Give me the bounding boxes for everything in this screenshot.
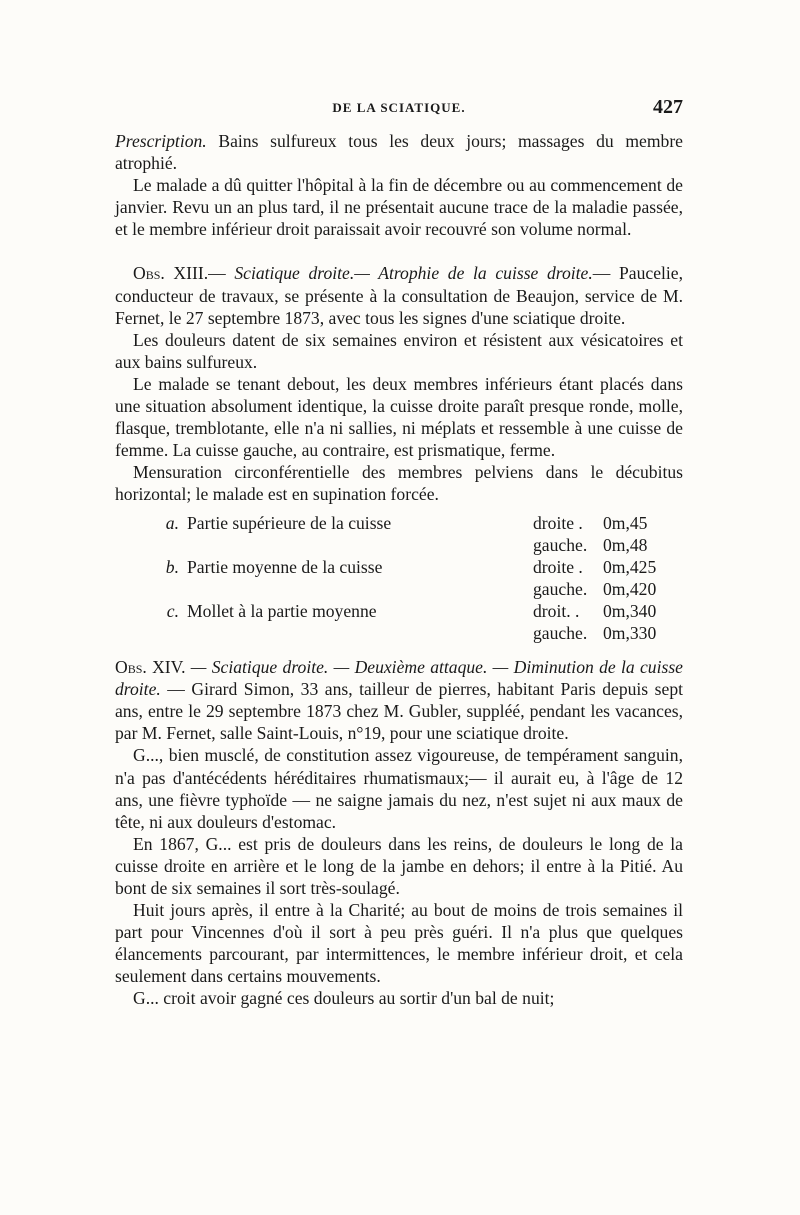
measurement-value: 0m,330	[603, 622, 657, 643]
measurement-label: c.	[166, 600, 179, 621]
observation-14-label: Obs. XIV.	[115, 657, 186, 678]
measurement-table	[115, 512, 683, 645]
paragraph-patient-history: G..., bien musclé, de constitution assez vigoureuse, de tempérament sanguin, n'a pas d'antécédents héréditaires rhumatismaux;— il aurait eu, à l'âge de 12 ans, une fièvre typhoïde — ne saigne jamais du nez, n'est sujet ni aux maux de tête, ni aux douleurs d'estomac.	[115, 745, 683, 832]
paragraph-hospital-leave: Le malade a dû quitter l'hôpital à la fin de décembre ou au commencement de janvier. Revu un an plus tard, il ne présentait aucune trace de la maladie passée, et le membre inférieur droit paraissait avoir recouvré son volume normal.	[115, 175, 683, 240]
observation-14-text: — Girard Simon, 33 ans, tailleur de pierres, habitant Paris depuis sept ans, entre le 29 septembre 1873 chez M. Gubler, suppléé, pendant les vacances, par M. Fernet, salle Saint-Louis, n°19, pour une sciatique droite.	[115, 679, 683, 744]
measurement-side: droite .	[533, 556, 583, 577]
measurement-side: droit. .	[533, 600, 580, 621]
measurement-row	[115, 622, 683, 644]
observation-13-label: Obs. XIII.	[133, 263, 209, 284]
paragraph-standing-exam: Le malade se tenant debout, les deux membres inférieurs étant placés dans une situation absolument identique, la cuisse droite paraît presque ronde, molle, flasque, tremblotante, elle n'a ni sallies, ni méplats et ressemble à une cuisse de femme. La cuisse gauche, au contraire, est prismatique, ferme.	[115, 373, 683, 461]
paragraph-pain-duration: Les douleurs datent de six semaines environ et résistent aux vésicatoires et aux bains sulfureux.	[115, 329, 683, 372]
page-number: 427	[653, 96, 683, 118]
paragraph-measurement-intro: Mensuration circonférentielle des membres pelviens dans le décubitus horizontal; le malade est en supination forcée.	[115, 462, 683, 505]
prescription-label: Prescription.	[115, 131, 207, 151]
observation-13-title: Sciatique droite.— Atrophie de la cuisse droite.	[234, 263, 593, 284]
paragraph-charite-stay: Huit jours après, il entre à la Charité; au bout de moins de trois semaines il part pour Vincennes d'où il sort à peu près guéri. Il n'a plus que quelques élancements parcourant, par intermittences, le membre inférieur droit, et cela seulement dans certains mouvements.	[115, 900, 683, 987]
measurement-value: 0m,420	[603, 578, 657, 599]
running-title: DE LA SCIATIQUE.	[332, 100, 466, 115]
measurement-label: b.	[165, 556, 179, 577]
paragraph-cause: G... croit avoir gagné ces douleurs au sortir d'un bal de nuit;	[133, 988, 555, 1009]
measurement-part: Partie supérieure de la cuisse	[187, 512, 392, 533]
measurement-part: Mollet à la partie moyenne	[187, 600, 377, 621]
observation-14-title: — Sciatique droite. — Deuxième attaque. — Diminution de la cuisse droite.	[115, 657, 683, 700]
prescription-paragraph	[115, 130, 683, 174]
measurement-value: 0m,45	[603, 512, 648, 533]
measurement-row	[115, 512, 683, 534]
observation-13-heading	[115, 262, 683, 328]
measurement-part: Partie moyenne de la cuisse	[187, 556, 383, 577]
measurement-value: 0m,340	[603, 600, 657, 621]
body-text	[115, 130, 683, 1010]
measurement-value: 0m,48	[603, 534, 648, 555]
measurement-label: a.	[165, 512, 179, 533]
observation-13-text: — Paucelie, conducteur de travaux, se présente à la consultation de Beaujon, service de M. Fernet, le 27 septembre 1873, avec tous les signes d'une sciatique droite.	[115, 263, 683, 328]
observation-14-heading	[115, 656, 683, 744]
measurement-side: droite .	[533, 512, 583, 533]
prescription-text: Bains sulfureux tous les deux jours; massages du membre atrophié.	[115, 131, 683, 174]
running-head	[115, 96, 683, 126]
measurement-value: 0m,425	[603, 556, 657, 577]
measurement-row	[115, 600, 683, 622]
measurement-side: gauche.	[533, 578, 588, 599]
measurement-row	[115, 556, 683, 578]
measurement-side: gauche.	[533, 534, 588, 555]
measurement-row	[115, 578, 683, 600]
measurement-row	[115, 534, 683, 556]
paragraph-1867-episode: En 1867, G... est pris de douleurs dans les reins, de douleurs le long de la cuisse droite en arrière et le long de la jambe en dehors; il entre à la Pitié. Au bont de six semaines il sort très-soulagé.	[115, 833, 683, 898]
observation-13-dash: —	[208, 263, 235, 284]
measurement-side: gauche.	[533, 622, 588, 643]
